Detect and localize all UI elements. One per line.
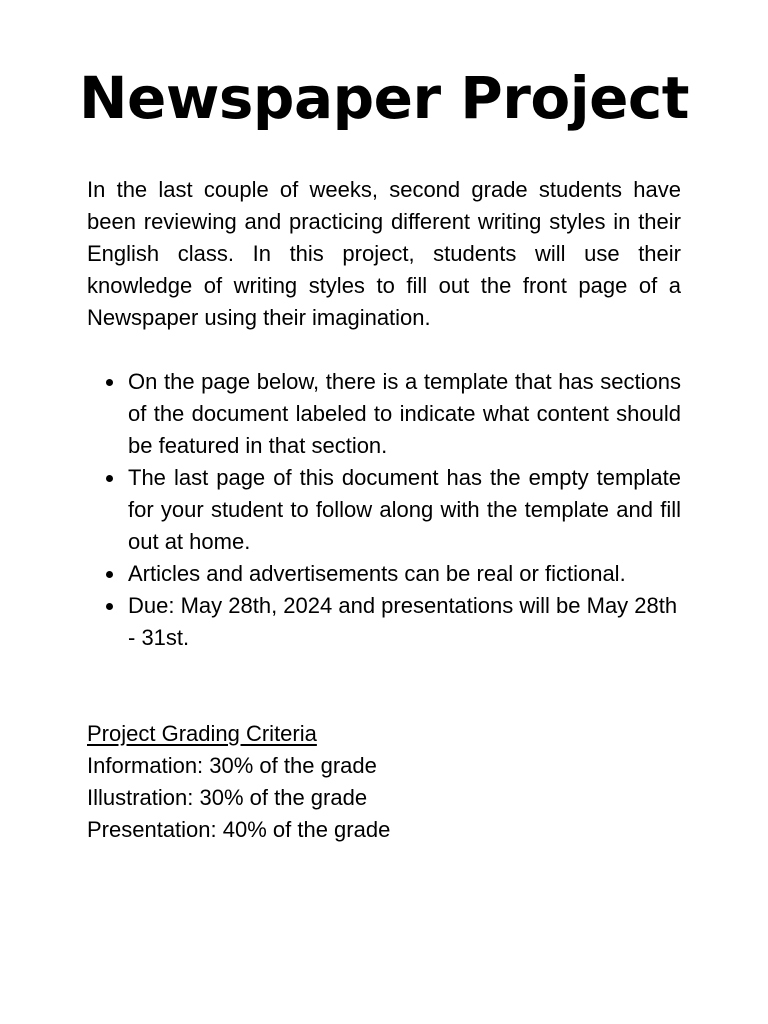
list-item-text: Articles and advertisements can be real or fictional.: [128, 561, 626, 586]
bullet-icon: [106, 571, 113, 578]
instruction-list: [87, 366, 681, 654]
grading-criteria-heading: Project Grading Criteria: [87, 721, 317, 746]
bullet-icon: [106, 603, 113, 610]
page-title: Newspaper Project: [78, 64, 690, 132]
list-item-text: The last page of this document has the empty template for your student to follow along with the template and fill out at home.: [128, 465, 681, 554]
grading-criteria-item: Information: 30% of the grade: [87, 753, 377, 778]
intro-paragraph: In the last couple of weeks, second grade students have been reviewing and practicing different writing styles in their English class. In this project, students will use their knowledge of writing styles to fill out the front page of a Newspaper using their imagination.: [87, 177, 681, 330]
grading-criteria-item: Presentation: 40% of the grade: [87, 817, 391, 842]
bullet-icon: [106, 379, 113, 386]
list-item: [128, 366, 681, 462]
grading-criteria: [87, 718, 681, 846]
bullet-icon: [106, 475, 113, 482]
list-item-text: On the page below, there is a template that has sections of the document labeled to indicate what content should be featured in that section.: [128, 369, 681, 458]
list-item: [128, 462, 681, 558]
list-item: [128, 558, 681, 590]
document-body: [87, 174, 681, 846]
list-item-text: Due: May 28th, 2024 and presentations will be May 28th - 31st.: [128, 593, 678, 650]
list-item: [128, 590, 681, 654]
grading-criteria-item: Illustration: 30% of the grade: [87, 785, 368, 810]
